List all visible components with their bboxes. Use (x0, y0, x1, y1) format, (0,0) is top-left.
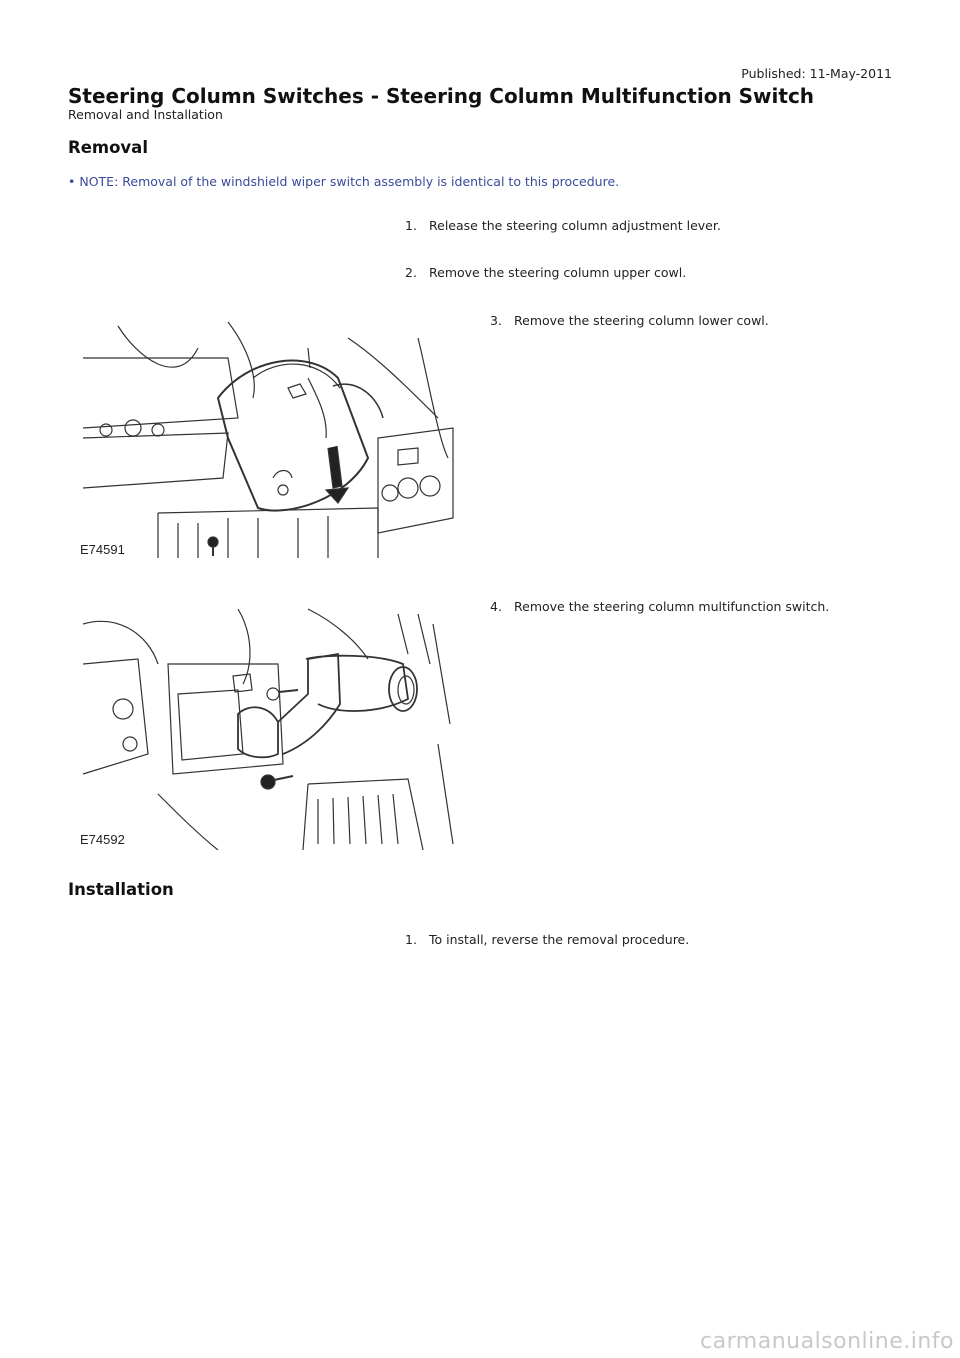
step-text: To install, reverse the removal procedure. (429, 932, 690, 947)
step-number: 4. (490, 599, 502, 614)
installation-heading: Installation (68, 880, 174, 899)
step-text: Remove the steering column upper cowl. (429, 265, 687, 280)
step-text: Release the steering column adjustment lever. (429, 218, 721, 233)
step-number: 2. (405, 265, 417, 280)
watermark: carmanualsonline.info (700, 1329, 954, 1354)
figure-lower-cowl (78, 318, 458, 558)
figure-label: E74591 (80, 542, 125, 557)
page-subtitle: Removal and Installation (68, 107, 223, 122)
published-date: Published: 11-May-2011 (741, 66, 892, 81)
step-number: 1. (405, 932, 417, 947)
removal-step-2 (405, 265, 686, 280)
removal-step-3 (490, 313, 769, 328)
removal-step-1 (405, 218, 721, 233)
installation-step-1 (405, 932, 689, 947)
step-number: 3. (490, 313, 502, 328)
page-title: Steering Column Switches - Steering Column Multifunction Switch (68, 84, 815, 108)
step-text: Remove the steering column lower cowl. (514, 313, 769, 328)
figure-label: E74592 (80, 832, 125, 847)
removal-note: • NOTE: Removal of the windshield wiper switch assembly is identical to this procedure. (68, 174, 620, 189)
removal-heading: Removal (68, 138, 148, 157)
figure-multifunction-switch (78, 604, 458, 850)
removal-step-4 (490, 599, 829, 614)
step-text: Remove the steering column multifunction switch. (514, 599, 830, 614)
step-number: 1. (405, 218, 417, 233)
